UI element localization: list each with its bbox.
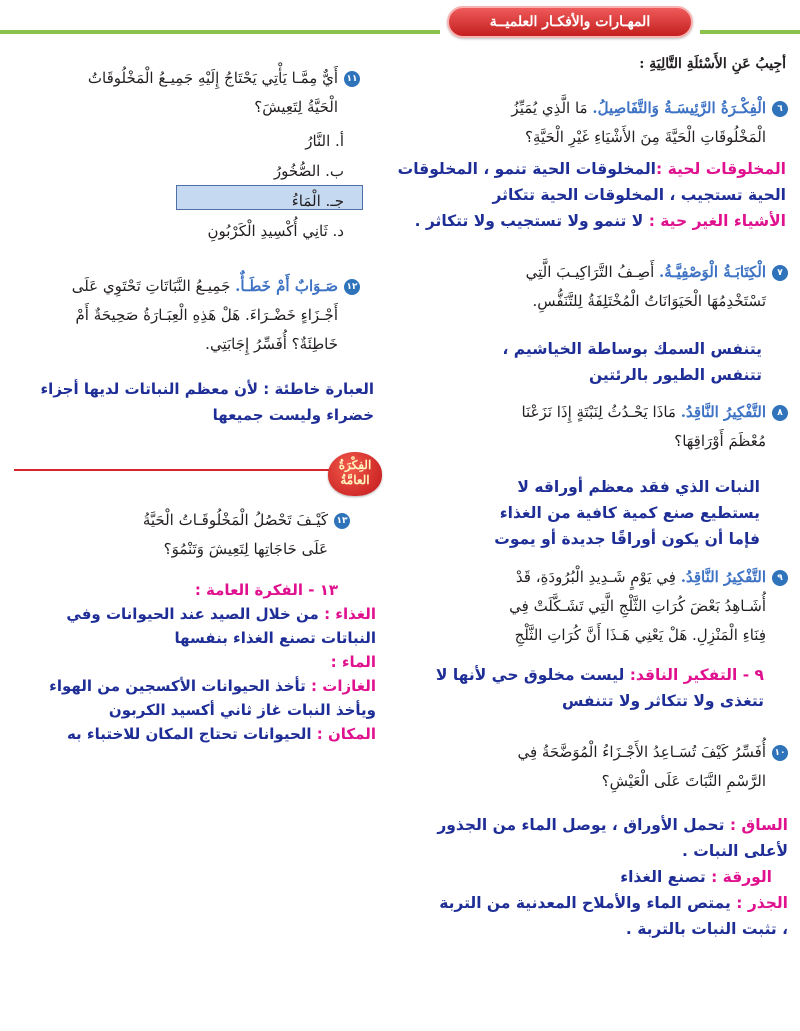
answer-7 <box>382 336 762 388</box>
q9-line1: فِي يَوْمٍ شَـدِيدِ الْبُرُودَةِ، قَدْ <box>515 568 676 586</box>
a10-pink1: الساق : <box>729 816 788 834</box>
q7-line1: أَصِـفُ التَّرَاكِيـبَ الَّتِي <box>525 263 655 281</box>
answer-13 <box>18 578 376 746</box>
a13-gases-line2: ويأخذ النبات غاز ثاني أكسيد الكربون <box>108 701 376 719</box>
a13-food-pink: الغذاء : <box>324 605 376 623</box>
a13-food-rest: من خلال الصيد عند الحيوانات وفي <box>66 605 319 623</box>
a10-rest1: تحمل الأوراق ، يوصل الماء من الجذور <box>437 816 725 834</box>
question-9 <box>398 563 788 650</box>
question-12 <box>14 272 360 359</box>
a13-gases-rest: تأخذ الحيوانات الأكسجين من الهواء <box>49 677 306 695</box>
question-number-6: ٦ <box>772 101 788 117</box>
question-number-11: ١١ <box>344 71 360 87</box>
q12-label: صَـوَابٌ أَمْ خَطَـأٌ. <box>235 277 338 295</box>
a13-water-pink: الماء : <box>330 653 376 671</box>
header-rule-right <box>700 30 800 34</box>
q9-label: التَّفْكِيرُ النَّاقِدُ. <box>680 568 766 586</box>
header-banner <box>447 6 693 38</box>
question-number-7: ٧ <box>772 265 788 281</box>
a10-pink4: الجذر : <box>736 894 788 912</box>
a6-rest1: المخلوقات الحية تنمو ، المخلوقات <box>397 160 656 178</box>
q12-line1: جَمِيـعُ النَّبَاتَاتِ تَحْتَوِي عَلَى <box>71 277 231 295</box>
question-8 <box>398 398 788 456</box>
q11-line2: الْحَيَّةُ لِتَعِيشَ؟ <box>254 98 338 116</box>
q12-line2: أَجْـزَاءٍ خَضْـرَاءَ. هَلْ هَذِهِ الْعِبَـارَةُ صَحِيحَةٌ أَمْ <box>75 306 338 324</box>
a8-line2: يستطيع صنع كمية كافية من الغذاء <box>499 504 760 522</box>
q11-line1: أَيٌّ مِمَّـا يَأْتِي يَحْتَاجُ إِلَيْهِ جَمِيـعُ الْمَخْلُوقَاتُ <box>87 69 338 87</box>
choice-b: ب. الصُّخُورُ <box>273 162 344 180</box>
q6-line2: الْمَخْلُوقَاتِ الْحَيَّةَ مِنَ الأَشْيَاءِ غَيْرِ الْحَيَّةِ؟ <box>525 128 766 146</box>
a6-pink3: الأشياء الغير حية : <box>648 212 786 230</box>
choice-a: أ. النَّارُ <box>305 132 344 150</box>
answer-10 <box>378 812 788 942</box>
q11-choices <box>144 126 344 246</box>
a10-line5: ، تثبت النبات بالتربة . <box>625 920 788 938</box>
question-10 <box>398 738 788 796</box>
a10-rest4: يمتص الماء والأملاح المعدنية من التربة <box>439 894 731 912</box>
q7-line2: تَسْتَخْدِمُهَا الْحَيَوَانَاتُ الْمُخْتَلِفَةُ لِلتَّنَفُّسِ. <box>532 292 766 310</box>
answer-9 <box>364 662 764 714</box>
q13-line1: كَيْـفَ تَحْصُلُ الْمَخْلُوقَـاتُ الْحَيَّةُ <box>142 511 328 529</box>
question-7 <box>398 258 788 316</box>
a13-title: ١٣ - الفكرة العامة : <box>194 581 338 599</box>
q12-line3: خَاطِئَةٌ؟ أُفَسِّرُ إِجَابَتِي. <box>205 335 338 353</box>
a7-line2: تتنفس الطيور بالرئتين <box>588 366 762 384</box>
question-13 <box>80 506 350 564</box>
a8-line3: فإما أن يكون أوراقًا جديدة أو يموت <box>494 530 760 548</box>
q7-label: الْكِتَابَـةُ الْوَصْفِيَّـةُ. <box>659 263 766 281</box>
badge-line2: العامَّةُ <box>340 473 370 487</box>
badge-line1: الفِكْرَةُ <box>338 458 372 472</box>
question-11 <box>14 64 360 122</box>
header-rule-left <box>0 30 440 34</box>
question-number-10: ١٠ <box>772 745 788 761</box>
a13-place-pink: المكان : <box>316 725 376 743</box>
question-number-13: ١٣ <box>334 513 350 529</box>
instructions <box>406 50 786 79</box>
a6-rest3: لا تنمو ولا تستجيب ولا تتكاثر . <box>414 212 644 230</box>
q10-line1: أُفَسِّرُ كَيْفَ تُسَـاعِدُ الأَجْـزَاءُ الْمُوَضَّحَةُ فِي <box>517 743 766 761</box>
a10-line2: لأعلى النبات . <box>681 842 788 860</box>
a12-line1: العبارة خاطئة : لأن معظم النباتات لديها أجزاء <box>40 380 374 398</box>
section-divider <box>14 469 334 471</box>
a9-pink1: ٩ - التفكير الناقد: <box>629 666 764 684</box>
answer-12 <box>22 376 374 428</box>
q9-line3: فِنَاءِ الْمَنْزِلِ. هَلْ يَعْنِي هَـذَا أَنَّ كُرَاتِ الثَّلْجِ <box>514 626 766 644</box>
a7-line1: يتنفس السمك بوساطة الخياشيم ، <box>502 340 762 358</box>
q6-label: الْفِكْـرَةُ الرَّئِيسَـةُ وَالتَّفَاصِيلُ. <box>592 99 766 117</box>
q13-line2: عَلَى حَاجَاتِها لِتَعِيشَ وَتَنْمُوَ؟ <box>163 540 328 558</box>
a6-line2: الحية تستجيب ، المخلوقات الحية تتكاثر <box>492 186 786 204</box>
instructions-text: أجِيبُ عَنِ الأَسْئلَةِ التَّالِيَةِ : <box>639 56 786 72</box>
question-number-12: ١٢ <box>344 279 360 295</box>
a13-gases-pink: الغازات : <box>311 677 376 695</box>
q6-line1: مَا الَّذِي يُمَيِّزُ <box>511 99 588 117</box>
q10-line2: الرَّسْمِ النَّبَاتَ عَلَى الْعَيْشِ؟ <box>601 772 766 790</box>
a6-pink1: المخلوقات لحية : <box>656 160 786 178</box>
q9-line2: أُشَـاهِدُ بَعْضَ كُرَاتِ الثَّلْجِ الَّتِي تَشَـكَّلَتْ فِي <box>509 597 766 615</box>
a9-line2: تتغذى ولا تتكاثر ولا تتنفس <box>562 692 764 710</box>
header-title: المهـارات والأفكـار العلميــة <box>489 14 651 30</box>
a10-pink3: الورقة : <box>711 868 772 886</box>
question-number-8: ٨ <box>772 405 788 421</box>
choice-d: د. ثَانِي أُكْسِيدِ الْكَرْبُونِ <box>207 222 344 240</box>
a13-food-line2: النباتات تصنع الغذاء بنفسها <box>174 629 376 647</box>
big-idea-badge <box>328 452 382 496</box>
question-number-9: ٩ <box>772 570 788 586</box>
answer-6 <box>386 156 786 234</box>
choice-c: جـ. الْمَاءُ <box>291 192 344 210</box>
question-6 <box>398 94 788 152</box>
a12-line2: خضراء وليست جميعها <box>212 406 374 424</box>
a13-place-rest: الحيوانات تحتاج المكان للاختباء به <box>66 725 312 743</box>
q8-line1: مَاذَا يَحْـدُثُ لِنَبْتَةٍ إِذَا نَزَعْنَا <box>521 403 676 421</box>
q8-line2: مُعْظَمَ أَوْرَاقِهَا؟ <box>674 432 766 450</box>
answer-8 <box>380 474 760 552</box>
a10-rest3: تصنع الغذاء <box>620 868 706 886</box>
a9-rest1: ليست مخلوق حي لأنها لا <box>435 666 625 684</box>
q8-label: التَّفْكِيرُ النَّاقِدُ. <box>680 403 766 421</box>
a8-line1: النبات الذي فقد معظم أوراقه لا <box>517 478 760 496</box>
